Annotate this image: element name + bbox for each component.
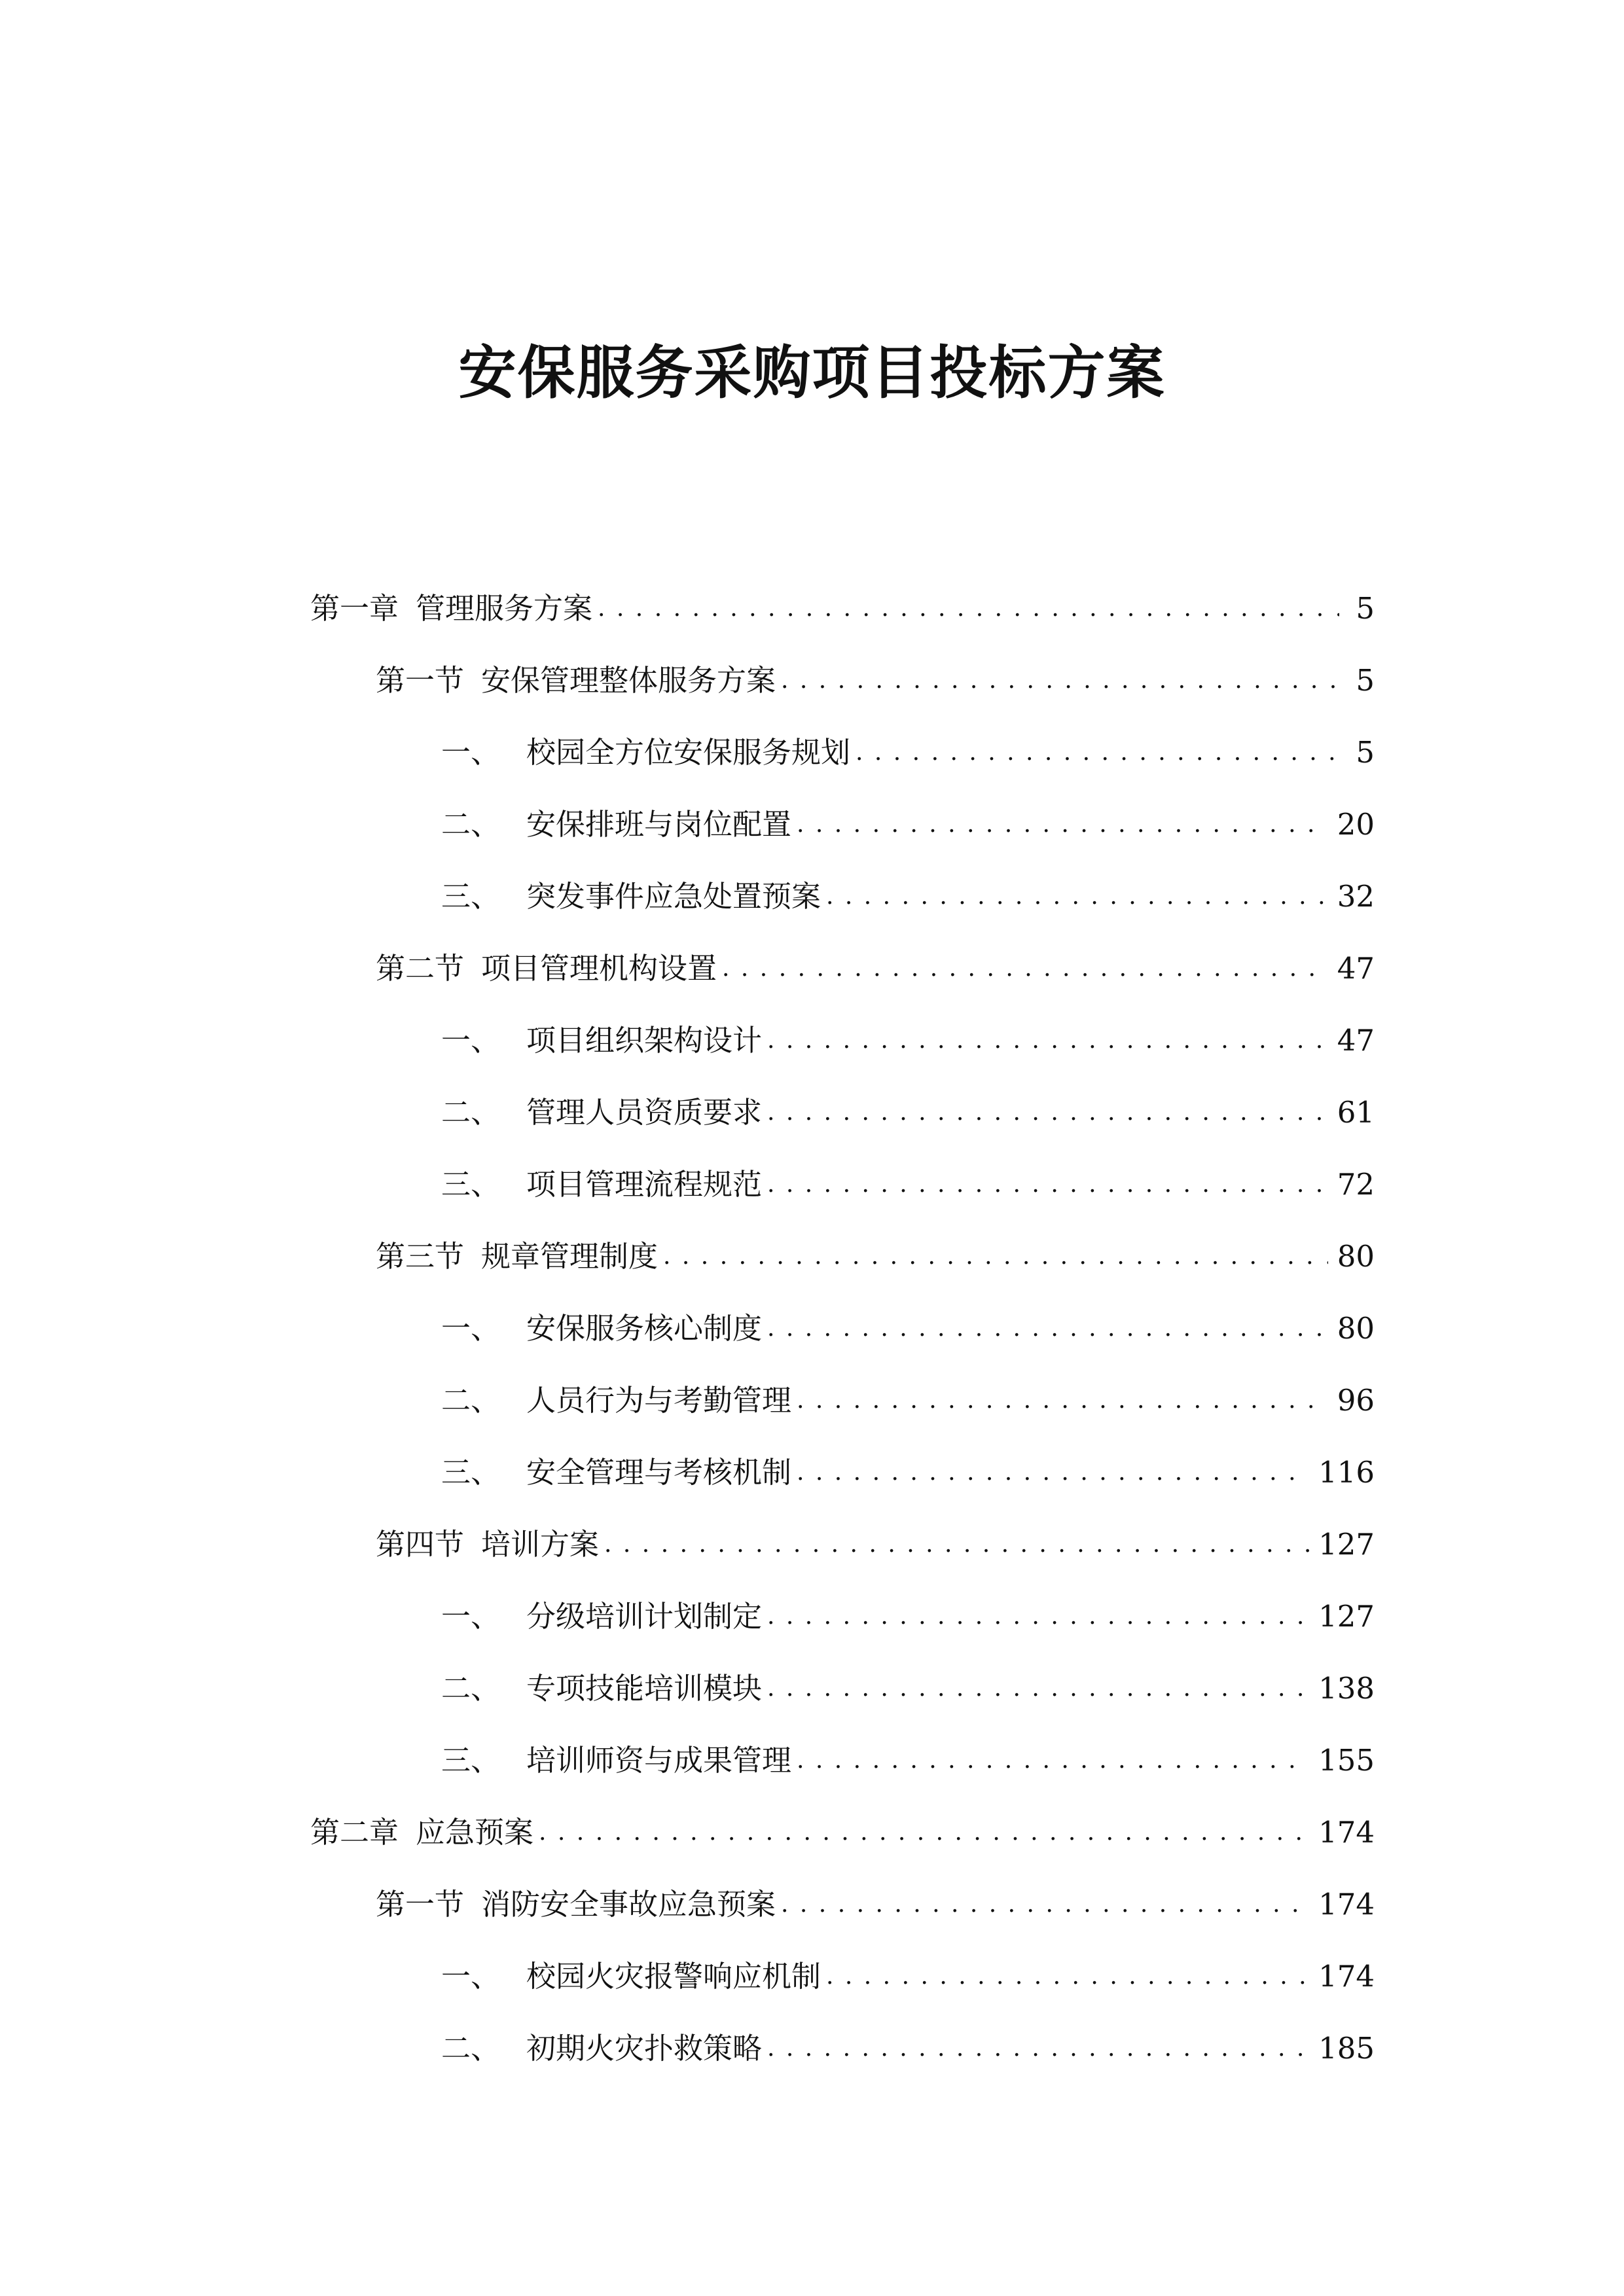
toc-entry[interactable] xyxy=(310,1806,1375,1859)
dot-leader xyxy=(722,942,1328,995)
toc-entry-label: 安保服务核心制度 xyxy=(526,1311,763,1346)
toc-entry-label: 规章管理制度 xyxy=(481,1239,659,1274)
toc-entry-label: 突发事件应急处置预案 xyxy=(526,879,821,914)
toc-entry-number: 二、 xyxy=(441,1095,501,1130)
toc-entry-page: 20 xyxy=(1337,807,1375,842)
toc-entry[interactable] xyxy=(441,1374,1375,1427)
dot-leader xyxy=(767,1014,1328,1067)
toc-entry-page: 174 xyxy=(1318,1815,1375,1850)
toc-entry-label: 项目组织架构设计 xyxy=(526,1023,763,1058)
dot-leader xyxy=(856,726,1339,779)
toc-entry-page: 47 xyxy=(1337,1023,1375,1058)
toc-entry-page: 61 xyxy=(1337,1095,1375,1130)
dot-leader xyxy=(797,1446,1309,1499)
toc-entry-number: 第二节 xyxy=(376,951,465,986)
toc-entry[interactable] xyxy=(376,655,1375,707)
toc-entry-number: 一、 xyxy=(441,735,501,770)
toc-entry-number: 第四节 xyxy=(376,1527,465,1562)
toc-entry-page: 116 xyxy=(1318,1455,1375,1490)
toc-entry[interactable] xyxy=(441,1158,1375,1211)
toc-entry-number: 二、 xyxy=(441,1383,501,1418)
toc-entry-page: 72 xyxy=(1337,1167,1375,1202)
dot-leader xyxy=(767,1590,1309,1643)
toc-entry[interactable] xyxy=(441,1302,1375,1355)
toc-entry-number: 三、 xyxy=(441,1167,501,1202)
toc-entry[interactable] xyxy=(376,1878,1375,1931)
toc-entry[interactable] xyxy=(376,1230,1375,1283)
toc-entry-number: 二、 xyxy=(441,2031,501,2066)
toc-entry-label: 校园火灾报警响应机制 xyxy=(526,1959,821,1994)
toc-entry[interactable] xyxy=(441,870,1375,923)
toc-entry-label: 安全管理与考核机制 xyxy=(526,1455,792,1490)
toc-entry-page: 96 xyxy=(1337,1383,1375,1418)
dot-leader xyxy=(767,1662,1309,1715)
toc-entry-page: 138 xyxy=(1318,1671,1375,1706)
toc-entry-page: 185 xyxy=(1318,2031,1375,2066)
toc-entry-number: 一、 xyxy=(441,1599,501,1634)
dot-leader xyxy=(767,1158,1328,1211)
toc-entry-label: 应急预案 xyxy=(416,1815,534,1850)
toc-entry-page: 127 xyxy=(1318,1527,1375,1562)
toc-entry-label: 安保排班与岗位配置 xyxy=(526,807,792,842)
toc-entry-label: 安保管理整体服务方案 xyxy=(481,663,776,698)
dot-leader xyxy=(604,1518,1309,1571)
toc-entry-page: 127 xyxy=(1318,1599,1375,1634)
toc-entry[interactable] xyxy=(376,1518,1375,1571)
toc-entry-page: 47 xyxy=(1337,951,1375,986)
toc-entry-number: 三、 xyxy=(441,1455,501,1490)
toc-entry[interactable] xyxy=(441,1014,1375,1067)
toc-entry-label: 人员行为与考勤管理 xyxy=(526,1383,792,1418)
toc-entry-page: 174 xyxy=(1318,1959,1375,1994)
toc-entry-number: 第三节 xyxy=(376,1239,465,1274)
dot-leader xyxy=(797,1734,1309,1787)
dot-leader xyxy=(767,2022,1309,2075)
toc-entry-label: 项目管理流程规范 xyxy=(526,1167,763,1202)
toc-entry-number: 第一节 xyxy=(376,1887,465,1922)
toc-entry[interactable] xyxy=(441,726,1375,779)
dot-leader xyxy=(781,655,1339,707)
toc-entry[interactable] xyxy=(310,583,1375,635)
toc-entry-number: 二、 xyxy=(441,1671,501,1706)
dot-leader xyxy=(767,1086,1328,1139)
dot-leader xyxy=(598,583,1339,635)
dot-leader xyxy=(539,1806,1309,1859)
toc-entry-number: 二、 xyxy=(441,807,501,842)
toc-entry-number: 一、 xyxy=(441,1311,501,1346)
toc-entry-label: 管理服务方案 xyxy=(416,591,593,626)
toc-entry-label: 校园全方位安保服务规划 xyxy=(526,735,851,770)
toc-entry-page: 80 xyxy=(1337,1311,1375,1346)
toc-entry[interactable] xyxy=(441,1950,1375,2003)
toc-entry-page: 155 xyxy=(1318,1743,1375,1778)
toc-entry[interactable] xyxy=(376,942,1375,995)
toc-entry-number: 一、 xyxy=(441,1959,501,1994)
toc-entry-label: 专项技能培训模块 xyxy=(526,1671,763,1706)
toc-entry-label: 消防安全事故应急预案 xyxy=(481,1887,776,1922)
toc-entry-number: 第一节 xyxy=(376,663,465,698)
dot-leader xyxy=(767,1302,1328,1355)
toc-entry-page: 5 xyxy=(1356,735,1375,770)
toc-entry[interactable] xyxy=(441,1086,1375,1139)
toc-entry-page: 32 xyxy=(1337,879,1375,914)
toc-entry-number: 三、 xyxy=(441,1743,501,1778)
toc-entry-label: 分级培训计划制定 xyxy=(526,1599,763,1634)
dot-leader xyxy=(826,870,1328,923)
dot-leader xyxy=(797,798,1328,851)
toc-entry-number: 第一章 xyxy=(310,591,399,626)
dot-leader xyxy=(663,1230,1328,1283)
dot-leader xyxy=(826,1950,1309,2003)
toc-entry-number: 三、 xyxy=(441,879,501,914)
toc-entry-number: 第二章 xyxy=(310,1815,399,1850)
toc-entry-label: 培训师资与成果管理 xyxy=(526,1743,792,1778)
toc-entry[interactable] xyxy=(441,2022,1375,2075)
dot-leader xyxy=(781,1878,1309,1931)
toc-entry-page: 5 xyxy=(1356,663,1375,698)
dot-leader xyxy=(797,1374,1328,1427)
toc-entry-label: 培训方案 xyxy=(481,1527,600,1562)
toc-entry[interactable] xyxy=(441,1590,1375,1643)
toc-entry[interactable] xyxy=(441,1446,1375,1499)
toc-entry-label: 项目管理机构设置 xyxy=(481,951,717,986)
toc-entry-number: 一、 xyxy=(441,1023,501,1058)
toc-entry[interactable] xyxy=(441,1734,1375,1787)
toc-entry-label: 管理人员资质要求 xyxy=(526,1095,763,1130)
page-title: 安保服务采购项目投标方案 xyxy=(458,339,1166,406)
toc-entry-page: 174 xyxy=(1318,1887,1375,1922)
toc-entry-page: 5 xyxy=(1356,591,1375,626)
toc-entry[interactable] xyxy=(441,798,1375,851)
toc-entry[interactable] xyxy=(441,1662,1375,1715)
toc-entry-label: 初期火灾扑救策略 xyxy=(526,2031,763,2066)
toc-entry-page: 80 xyxy=(1337,1239,1375,1274)
